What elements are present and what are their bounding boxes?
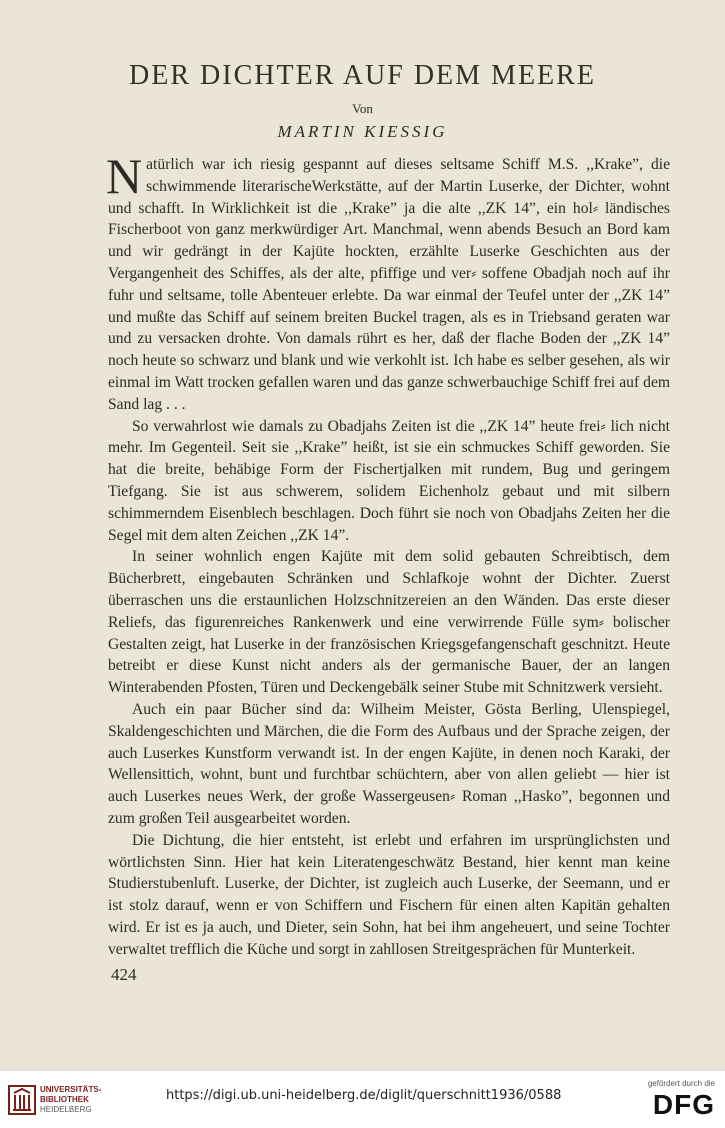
drop-cap: N xyxy=(106,148,143,204)
dfg-logo: DFG xyxy=(652,1089,715,1120)
article-body xyxy=(106,148,670,960)
paragraph-3: In seiner wohnlich engen Kajüte mit dem solid gebauten Schreibtisch, dem Bücherbrett, eingebauten Schränken und Schlafkoje wohnt der Dichter. Zuerst überraschen uns die erstaunlichen Holzschnitzereien an den Wänden. Das erste dieser Reliefs, das figurenreiches Rankenwerk und eine verwirrende Fülle sym⸗ bolischer Gestalten zeigt, hat Luserke in der französischen Kriegsgefangenschaft geschnitzt. Heute betreibt er diese Kunst nicht anders als der germanische Bauer, der an langen Winterabenden Pfosten, Türen und Deckengebälk seiner Stube mit Schnitzwerk versieht. xyxy=(108,548,670,697)
university-library-logo-icon[interactable] xyxy=(8,1085,36,1115)
paragraph-1 xyxy=(106,148,670,416)
byline-von: Von xyxy=(352,101,373,116)
paragraph-2: So verwahrlost wie damals zu Obadjahs Zeiten ist die ,,ZK 14” heute frei⸗ lich nicht mehr. Im Gegenteil. Seit sie ,,Krake” heißt, ist sie ein schmuckes Schiff geworden. Sie hat die breite, behäbige Form der Fischertjalken mit rundem, Bug und geringem Tiefgang. Sie ist aus schwerem, solidem Eichenholz gebaut und mit silbern schimmerndem Eisenblech beschlagen. Doch führt sie noch von Obadjahs Zeiten her die Segel mit dem alten Zeichen ,,ZK 14”. xyxy=(108,417,670,544)
sponsor-block[interactable] xyxy=(648,1079,715,1120)
paragraph-4: Auch ein paar Bücher sind da: Wilheim Meister, Gösta Berling, Ulenspiegel, Skaldengeschichten und Märchen, die die Form des Aufbaus und der Sprache zeigen, der auch Luserkes Kunstform verwandt ist. In der engen Kajüte, in denen noch Karaki, der Wellensittich, wohnt, bunt und furchtbar schüchtern, aber von allen geliebt — hier ist auch Luserkes neues Werk, der große Wassergeusen⸗ Roman ,,Hasko”, begonnen und zum großen Teil ausgearbeitet worden. xyxy=(108,700,670,827)
university-library-name: UNIVERSITÄTS- BIBLIOTHEK HEIDELBERG xyxy=(40,1085,102,1114)
sponsor-text: gefördert durch die xyxy=(647,1079,715,1088)
page-number: 424 xyxy=(111,965,137,984)
author-name: MARTIN KIESSIG xyxy=(277,122,448,141)
article-title: DER DICHTER AUF DEM MEERE xyxy=(129,60,596,91)
paragraph-5: Die Dichtung, die hier entsteht, ist erlebt und erfahren im ursprünglichsten und wörtlichsten Sinn. Hier hat kein Literatengeschwätz Bestand, hier kennt man keine Studierstubenluft. Luserke, der Dichter, ist zugleich auch Luserke, der Seemann, und er ist stolz darauf, wenn er von Schiffern und Fischern für einen alten Kapitän gehalten wird. Er ist es ja auch, und Dieter, sein Sohn, hat bei ihm angeheuert, und seine Tochter verwaltet trefflich die Küche und sorgt in zahllosen Streitgesprächen für Munterkeit. xyxy=(108,831,670,958)
permalink-url[interactable]: https://digi.ub.uni-heidelberg.de/diglit/querschnitt1936/0588 xyxy=(166,1088,562,1103)
viewer-footer xyxy=(0,1070,725,1128)
paragraph-1-text: atürlich war ich riesig gespannt auf dieses seltsame Schiff M.S. ,,Krake”, die schwimmende literarischeWerkstätte, auf der Martin Luserke, der Dichter, wohnt und schafft. In Wirklichkeit ist die ,,Krake” ja die alte ,,ZK 14”, ein hol⸗ ländisches Fischerboot von ganz merkwürdiger Art. Manchmal, wenn abends Besuch an Bord kam und wir gedrängt in der Kajüte hockten, erzählte Luserke Geschichten aus der Vergangenheit des Schiffes, als der alte, pfiffige und ver⸗ soffene Obadjah noch auf ihr fuhr und seltsame, tolle Abenteuer erlebte. Da war einmal der Teufel unter der ,,ZK 14” und mußte das Schiff auf seinem breiten Buckel tragen, als es in Triebsand geraten war und zu versacken drohte. Von damals rührt es her, daß der flache Boden der ,,ZK 14” noch heute so schwarz und blank und wie verkohlt ist. Ich habe es selber gesehen, als wir einmal im Watt trocken gefallen waren und das ganze schwerbauchige Schiff frei auf dem Sand lag . . . xyxy=(108,156,670,413)
